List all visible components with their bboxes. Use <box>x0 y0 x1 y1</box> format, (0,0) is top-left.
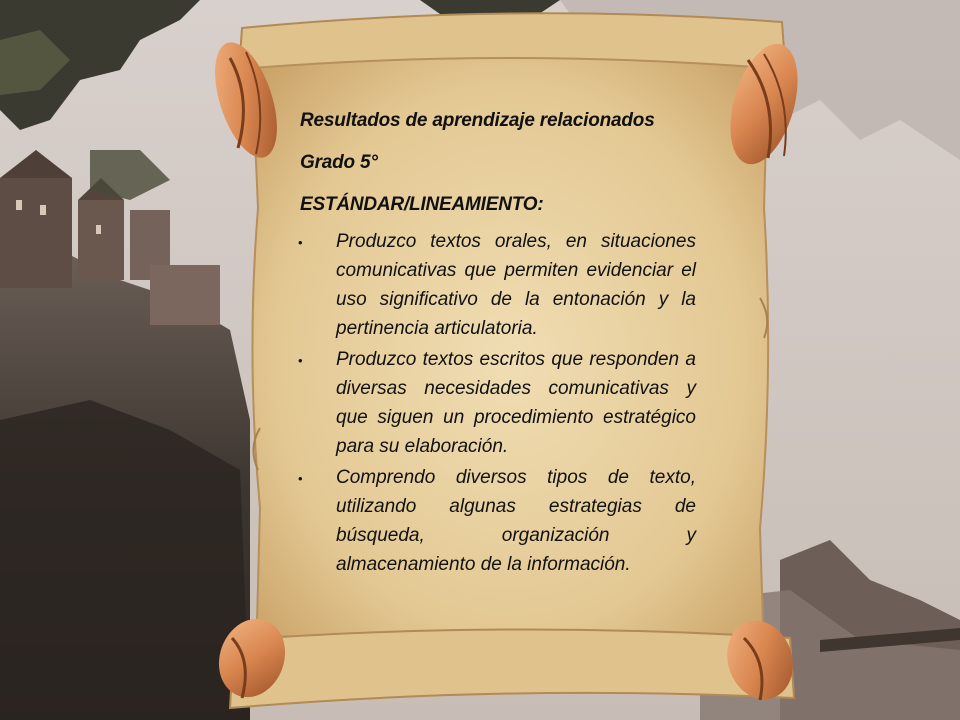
scroll-content <box>300 106 696 581</box>
list-item <box>300 345 696 461</box>
list-item-text: Produzco textos escritos que responden a diversas necesidades comunicativas y que siguen un procedimiento estratégico para su elaboración. <box>336 349 696 457</box>
list-item <box>300 227 696 343</box>
bullet-icon: • <box>298 235 303 250</box>
bullet-icon: • <box>298 353 303 368</box>
standard-label: ESTÁNDAR/LINEAMIENTO: <box>300 194 544 215</box>
bullet-icon: • <box>298 471 303 486</box>
list-item-text: Comprendo diversos tipos de texto, utilizando algunas estrategias de búsqueda, organización y almacenamiento de la información. <box>336 467 696 575</box>
grade-label: Grado 5° <box>300 152 378 173</box>
page-title: Resultados de aprendizaje relacionados <box>300 110 655 131</box>
list-item <box>300 463 696 579</box>
learning-outcomes-list <box>300 227 696 579</box>
list-item-text: Produzco textos orales, en situaciones comunicativas que permiten evidenciar el uso significativo de la entonación y la pertinencia articulatoria. <box>336 231 696 339</box>
